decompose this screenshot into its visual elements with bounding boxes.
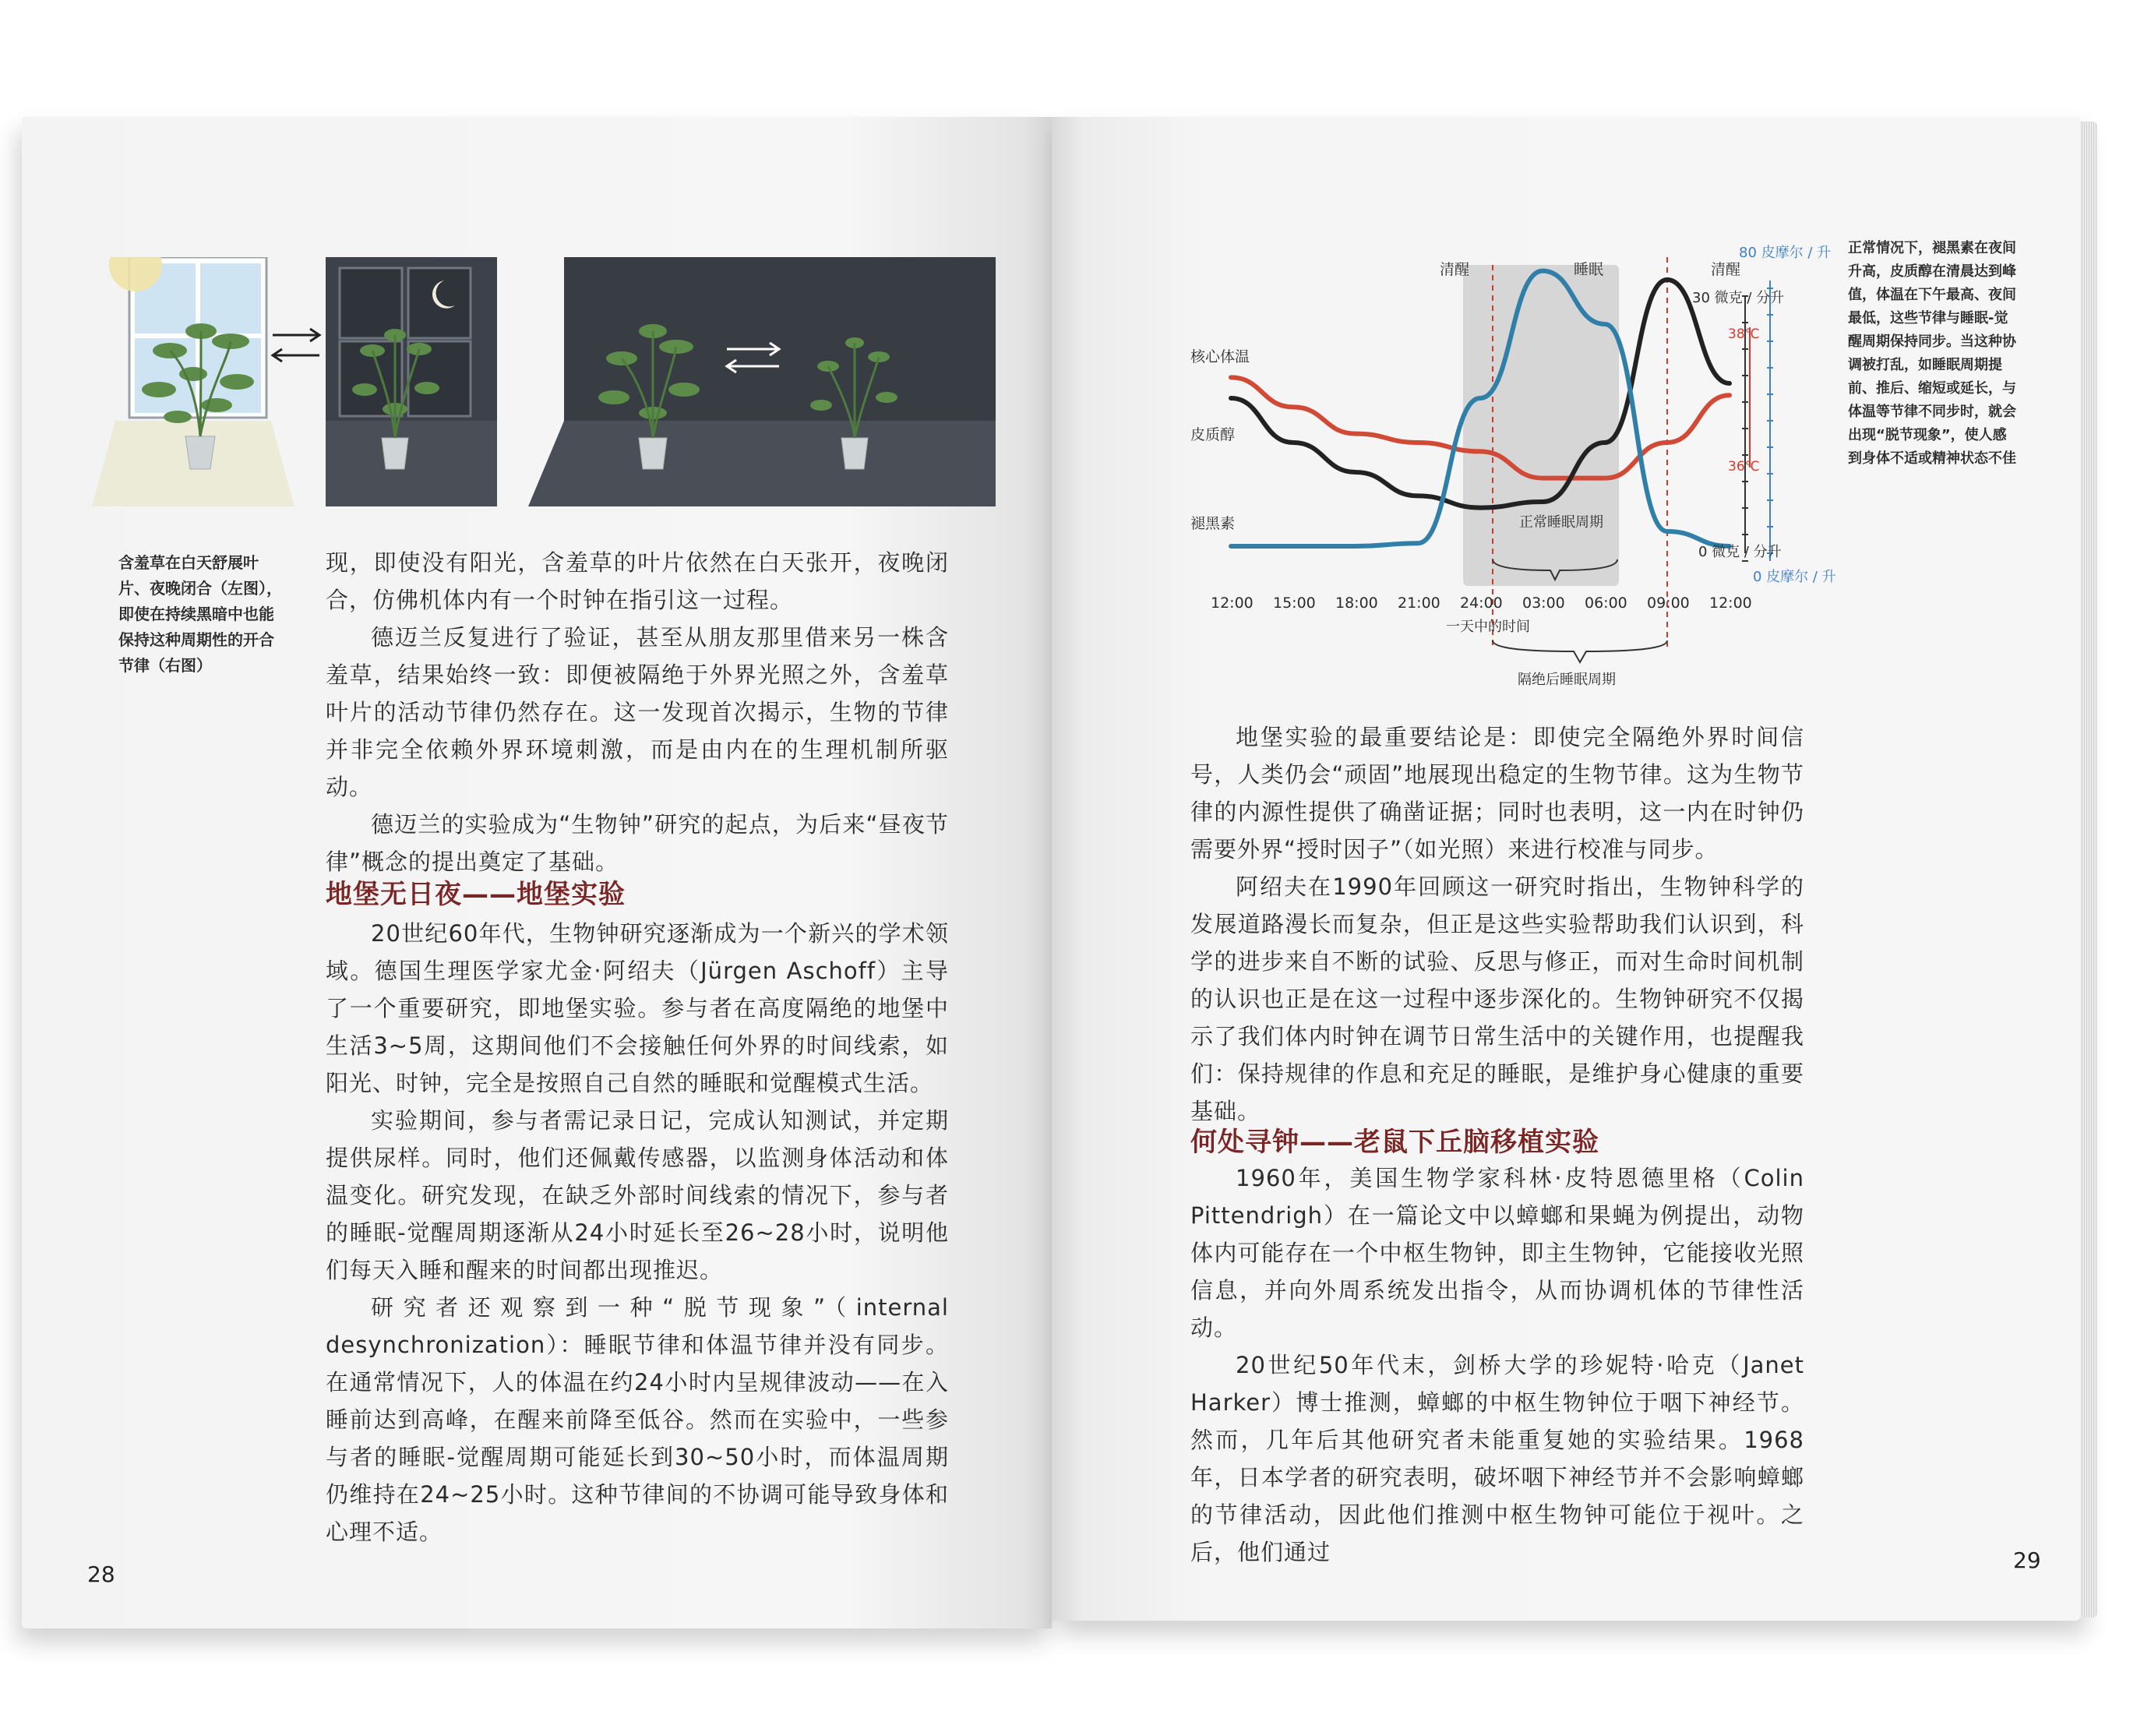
x-tick-label: 09:00 [1647, 595, 1690, 612]
label-melatonin: 褪黑素 [1190, 515, 1236, 532]
page-edges [2080, 122, 2097, 1618]
paragraph: 1960年，美国生物学家科林·皮特恩德里格（Colin Pittendrigh）在一篇论文中以蟑螂和果蝇为例提出，动物体内可能存在一个中枢生物钟，即主生物钟，它能接收光照信息，并向外周系统发出指令，从而协调机体的节律性活动。 [1190, 1165, 1804, 1341]
paragraph: 德迈兰的实验成为“生物钟”研究的起点，为后来“昼夜节律”概念的提出奠定了基础。 [326, 811, 949, 875]
right-body-text-top [1190, 718, 1804, 1130]
paragraph: 阿绍夫在1990年回顾这一研究时指出，生物钟科学的发展道路漫长而复杂，但正是这些实验帮助我们认识到，科学的进步来自不断的试验、反思与修正，而对生命时间机制的认识也正是在这一过程中逐步深化的。生物钟研究不仅揭示了我们体内时钟在调节日常生活中的关键作用，也提醒我们：保持规律的作息和充足的睡眠，是维护身心健康的重要基础。 [1190, 873, 1804, 1124]
x-tick-label: 12:00 [1211, 595, 1254, 612]
mimosa-illustration [92, 257, 996, 506]
axis-label-30: 30 微克 / 分升 [1692, 290, 1785, 306]
x-tick-label: 15:00 [1273, 595, 1316, 612]
label-sleep: 睡眠 [1574, 261, 1604, 278]
label-cortisol: 皮质醇 [1190, 426, 1236, 443]
axis-label-80: 80 皮摩尔 / 升 [1739, 245, 1832, 261]
label-awake-left: 清醒 [1440, 261, 1470, 278]
label-awake-right: 清醒 [1711, 261, 1741, 278]
axis-label-36: 36℃ [1728, 459, 1760, 475]
x-tick-label: 12:00 [1709, 595, 1752, 612]
paragraph: 现，即使没有阳光，含羞草的叶片依然在白天张开，夜晚闭合，仿佛机体内有一个时钟在指引这一过程。 [326, 549, 949, 613]
figure-caption: 含羞草在白天舒展叶片、夜晚闭合（左图），即使在持续黑暗中也能保持这种周期性的开合节律（右图） [118, 553, 282, 675]
paragraph: 德迈兰反复进行了验证，甚至从朋友那里借来另一株含羞草，结果始终一致：即便被隔绝于外界光照之外，含羞草叶片的活动节律仍然存在。这一发现首次揭示，生物的节律并非完全依赖外界环境刺激，而是由内在的生理机制所驱动。 [326, 624, 949, 800]
section-heading: 地堡无日夜——地堡实验 [326, 879, 626, 910]
page-number-left: 28 [87, 1561, 115, 1587]
section-heading: 何处寻钟——老鼠下丘脑移植实验 [1190, 1127, 1599, 1158]
paragraph: 20世纪60年代，生物钟研究逐渐成为一个新兴的学术领域。德国生理医学家尤金·阿绍夫（Jürgen Aschoff）主导了一个重要研究，即地堡实验。参与者在高度隔绝的地堡中生活3~5周，这期间他们不会接触任何外界的时间线索，如阳光、时钟，完全是按照自己自然的睡眠和觉醒模式生活。 [326, 920, 949, 1096]
left-body-text-bottom [326, 915, 949, 1551]
paragraph: 实验期间，参与者需记录日记，完成认知测试，并定期提供尿样。同时，他们还佩戴传感器，以监测身体活动和体温变化。研究发现，在缺乏外部时间线索的情况下，参与者的睡眠-觉醒周期逐渐从24小时延长至26~28小时，说明他们每天入睡和醒来的时间都出现推迟。 [326, 1107, 949, 1283]
paragraph: 研究者还观察到一种“脱节现象”（internal desynchronization）：睡眠节律和体温节律并没有同步。在通常情况下，人的体温在约24小时内呈规律波动——在入睡前达到高峰，在醒来前降至低谷。然而在实验中，一些参与者的睡眠-觉醒周期可能延长到30~50小时，而体温周期仍维持在24~25小时。这种节律间的不协调可能导致身体和心理不适。 [326, 1294, 949, 1545]
axis-label-0ug: 0 微克 / 分升 [1698, 544, 1782, 560]
x-tick-label: 06:00 [1585, 595, 1627, 612]
axis-label-0pm: 0 皮摩尔 / 升 [1753, 569, 1836, 585]
x-tick-label: 18:00 [1335, 595, 1378, 612]
brace-isolated [1493, 640, 1667, 662]
label-time-of-day: 一天中的时间 [1446, 619, 1530, 635]
paragraph: 20世纪50年代末，剑桥大学的珍妮特·哈克（Janet Harker）博士推测，蟑螂的中枢生物钟位于咽下神经节。然而，几年后其他研究者未能重复她的实验结果。1968年，日本学者的研究表明，破坏咽下神经节并不会影响蟑螂的节律活动，因此他们推测中枢生物钟可能位于视叶。之后，他们通过 [1190, 1352, 1804, 1565]
right-body-text-bottom [1190, 1159, 1804, 1571]
circadian-rhythm-chart [1184, 234, 1839, 701]
paragraph: 地堡实验的最重要结论是：即使完全隔绝外界时间信号，人类仍会“顽固”地展现出稳定的生物节律。这为生物节律的内源性提供了确凿证据；同时也表明，这一内在时钟仍需要外界“授时因子”（如光照）来进行校准与同步。 [1190, 724, 1804, 863]
chart-side-note: 正常情况下，褪黑素在夜间升高，皮质醇在清晨达到峰值，体温在下午最高、夜间最低，这些节律与睡眠-觉醒周期保持同步。当这种协调被打乱，如睡眠周期提前、推后、缩短或延长，与体温等节律不同步时，就会出现“脱节现象”，使人感到身体不适或精神状态不佳 [1848, 240, 2016, 467]
x-tick-label: 03:00 [1522, 595, 1565, 612]
label-isolated-sleep: 隔绝后睡眠周期 [1518, 672, 1616, 688]
sleep-band [1463, 265, 1619, 586]
label-normal-sleep: 正常睡眠周期 [1519, 514, 1603, 531]
x-ticks [1211, 595, 1752, 612]
x-tick-label: 24:00 [1460, 595, 1503, 612]
left-body-text-top [326, 544, 949, 880]
label-core-temp: 核心体温 [1190, 348, 1250, 365]
axis-label-38: 38℃ [1728, 326, 1760, 342]
x-tick-label: 21:00 [1398, 595, 1440, 612]
page-number-right: 29 [2013, 1547, 2041, 1573]
